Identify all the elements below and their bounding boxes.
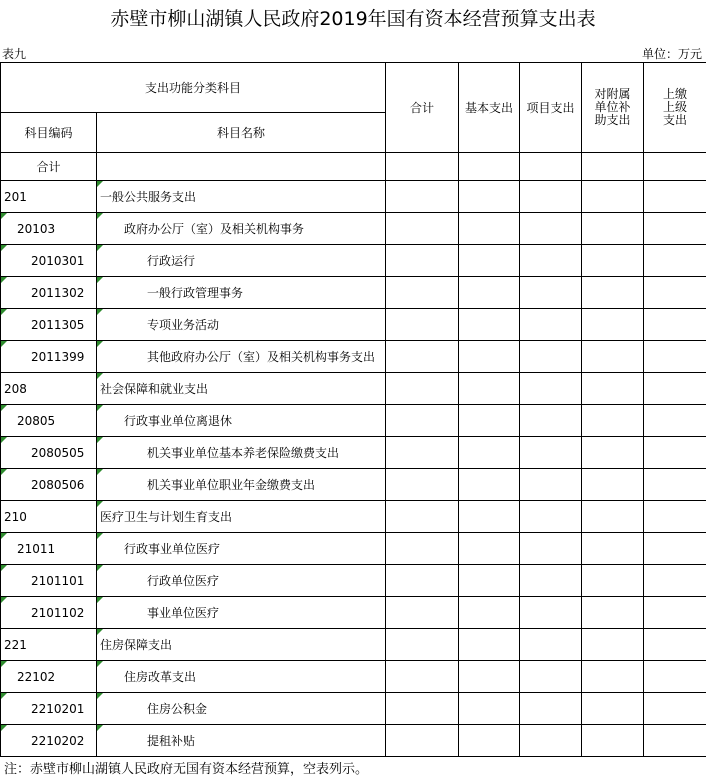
amount-cell: [459, 597, 520, 629]
subject-name: 行政事业单位医疗: [97, 533, 386, 565]
cell: [582, 153, 644, 181]
subject-code: 2101102: [1, 597, 97, 629]
subject-code: 210: [1, 501, 97, 533]
amount-cell: [644, 437, 706, 469]
subsidy-expense-header: 对附属单位补助支出: [582, 63, 644, 153]
table-row: [1, 341, 706, 373]
amount-cell: [644, 181, 706, 213]
amount-cell: [520, 309, 582, 341]
amount-cell: [644, 725, 706, 757]
table-row: [1, 693, 706, 725]
subject-code: 2011305: [1, 309, 97, 341]
table-row: [1, 437, 706, 469]
subject-name: 事业单位医疗: [97, 597, 386, 629]
name-header: 科目名称: [97, 113, 386, 153]
total-row: [1, 153, 706, 181]
table-row: [1, 373, 706, 405]
subject-name: 一般行政管理事务: [97, 277, 386, 309]
amount-cell: [644, 309, 706, 341]
project-expense-header: 项目支出: [520, 63, 582, 153]
amount-cell: [520, 213, 582, 245]
subject-code: 208: [1, 373, 97, 405]
total-header: 合计: [386, 63, 459, 153]
amount-cell: [582, 245, 644, 277]
subject-name: 机关事业单位基本养老保险缴费支出: [97, 437, 386, 469]
subject-name: 行政事业单位离退休: [97, 405, 386, 437]
amount-cell: [582, 693, 644, 725]
category-header: 支出功能分类科目: [1, 63, 386, 113]
table-row: [1, 533, 706, 565]
amount-cell: [459, 245, 520, 277]
amount-cell: [582, 501, 644, 533]
amount-cell: [459, 437, 520, 469]
subject-name: 机关事业单位职业年金缴费支出: [97, 469, 386, 501]
subject-name: 行政单位医疗: [97, 565, 386, 597]
amount-cell: [644, 277, 706, 309]
amount-cell: [644, 597, 706, 629]
subject-name: 政府办公厅（室）及相关机构事务: [97, 213, 386, 245]
subject-name: 提租补贴: [97, 725, 386, 757]
amount-cell: [644, 373, 706, 405]
amount-cell: [582, 405, 644, 437]
amount-cell: [644, 245, 706, 277]
table-row: [1, 405, 706, 437]
table-row: [1, 661, 706, 693]
amount-cell: [520, 405, 582, 437]
amount-cell: [644, 213, 706, 245]
table-row: [1, 565, 706, 597]
subject-name: 医疗卫生与计划生育支出: [97, 501, 386, 533]
amount-cell: [582, 309, 644, 341]
table-row: [1, 181, 706, 213]
subject-name: 专项业务活动: [97, 309, 386, 341]
subject-code: 2010301: [1, 245, 97, 277]
basic-expense-header: 基本支出: [459, 63, 520, 153]
amount-cell: [644, 693, 706, 725]
amount-cell: [386, 437, 459, 469]
cell: [386, 153, 459, 181]
subject-name: 住房公积金: [97, 693, 386, 725]
budget-table: [0, 62, 706, 757]
cell: [520, 153, 582, 181]
amount-cell: [582, 565, 644, 597]
amount-cell: [582, 629, 644, 661]
amount-cell: [644, 501, 706, 533]
amount-cell: [386, 245, 459, 277]
subject-code: 2080506: [1, 469, 97, 501]
table-row: [1, 245, 706, 277]
amount-cell: [582, 725, 644, 757]
subject-code: 2011302: [1, 277, 97, 309]
amount-cell: [582, 277, 644, 309]
subject-code: 221: [1, 629, 97, 661]
subject-code: 201: [1, 181, 97, 213]
amount-cell: [520, 565, 582, 597]
table-row: [1, 469, 706, 501]
amount-cell: [644, 405, 706, 437]
amount-cell: [386, 405, 459, 437]
amount-cell: [644, 533, 706, 565]
amount-cell: [582, 533, 644, 565]
amount-cell: [386, 597, 459, 629]
amount-cell: [459, 373, 520, 405]
table-row: [1, 597, 706, 629]
amount-cell: [386, 469, 459, 501]
table-row: [1, 629, 706, 661]
footnote: 注：赤壁市柳山湖镇人民政府无国有资本经营预算，空表列示。: [4, 762, 369, 777]
code-header: 科目编码: [1, 113, 97, 153]
amount-cell: [459, 181, 520, 213]
amount-cell: [459, 629, 520, 661]
amount-cell: [520, 437, 582, 469]
amount-cell: [386, 565, 459, 597]
amount-cell: [459, 661, 520, 693]
amount-cell: [520, 373, 582, 405]
table-row: [1, 309, 706, 341]
amount-cell: [582, 373, 644, 405]
unit-label: 单位：万元: [641, 47, 702, 61]
amount-cell: [386, 501, 459, 533]
amount-cell: [386, 373, 459, 405]
subject-code: 2080505: [1, 437, 97, 469]
amount-cell: [644, 661, 706, 693]
amount-cell: [520, 501, 582, 533]
subject-name: 住房改革支出: [97, 661, 386, 693]
amount-cell: [459, 277, 520, 309]
page-title: 赤壁市柳山湖镇人民政府2019年国有资本经营预算支出表: [110, 8, 596, 30]
amount-cell: [582, 597, 644, 629]
subject-code: 20805: [1, 405, 97, 437]
table-number: 表九: [2, 47, 27, 61]
amount-cell: [386, 309, 459, 341]
subject-code: 2011399: [1, 341, 97, 373]
subject-code: 2210202: [1, 725, 97, 757]
total-row-label: 合计: [1, 153, 97, 181]
table-row: [1, 213, 706, 245]
amount-cell: [582, 437, 644, 469]
subject-name: 社会保障和就业支出: [97, 373, 386, 405]
amount-cell: [520, 341, 582, 373]
subject-name: 其他政府办公厅（室）及相关机构事务支出: [97, 341, 386, 373]
amount-cell: [459, 469, 520, 501]
table-row: [1, 725, 706, 757]
amount-cell: [386, 725, 459, 757]
cell: [644, 153, 706, 181]
amount-cell: [459, 501, 520, 533]
amount-cell: [386, 277, 459, 309]
amount-cell: [520, 597, 582, 629]
amount-cell: [520, 693, 582, 725]
amount-cell: [582, 181, 644, 213]
amount-cell: [386, 693, 459, 725]
amount-cell: [459, 533, 520, 565]
subject-name: 一般公共服务支出: [97, 181, 386, 213]
table-row: [1, 277, 706, 309]
amount-cell: [459, 405, 520, 437]
amount-cell: [520, 181, 582, 213]
cell: [97, 153, 386, 181]
amount-cell: [386, 181, 459, 213]
amount-cell: [520, 469, 582, 501]
amount-cell: [459, 565, 520, 597]
amount-cell: [459, 341, 520, 373]
amount-cell: [582, 469, 644, 501]
amount-cell: [386, 341, 459, 373]
table-row: [1, 501, 706, 533]
subject-code: 2101101: [1, 565, 97, 597]
subject-name: 行政运行: [97, 245, 386, 277]
amount-cell: [520, 629, 582, 661]
amount-cell: [582, 213, 644, 245]
amount-cell: [644, 629, 706, 661]
subject-code: 22102: [1, 661, 97, 693]
amount-cell: [386, 213, 459, 245]
subject-code: 20103: [1, 213, 97, 245]
amount-cell: [459, 693, 520, 725]
amount-cell: [520, 725, 582, 757]
amount-cell: [386, 661, 459, 693]
cell: [459, 153, 520, 181]
subject-code: 21011: [1, 533, 97, 565]
amount-cell: [644, 565, 706, 597]
upper-expense-header: 上缴上级支出: [644, 63, 706, 153]
amount-cell: [582, 341, 644, 373]
amount-cell: [459, 213, 520, 245]
amount-cell: [459, 309, 520, 341]
amount-cell: [644, 341, 706, 373]
amount-cell: [520, 533, 582, 565]
amount-cell: [386, 533, 459, 565]
amount-cell: [520, 277, 582, 309]
amount-cell: [520, 661, 582, 693]
amount-cell: [644, 469, 706, 501]
amount-cell: [520, 245, 582, 277]
amount-cell: [582, 661, 644, 693]
amount-cell: [386, 629, 459, 661]
subject-code: 2210201: [1, 693, 97, 725]
subject-name: 住房保障支出: [97, 629, 386, 661]
amount-cell: [459, 725, 520, 757]
